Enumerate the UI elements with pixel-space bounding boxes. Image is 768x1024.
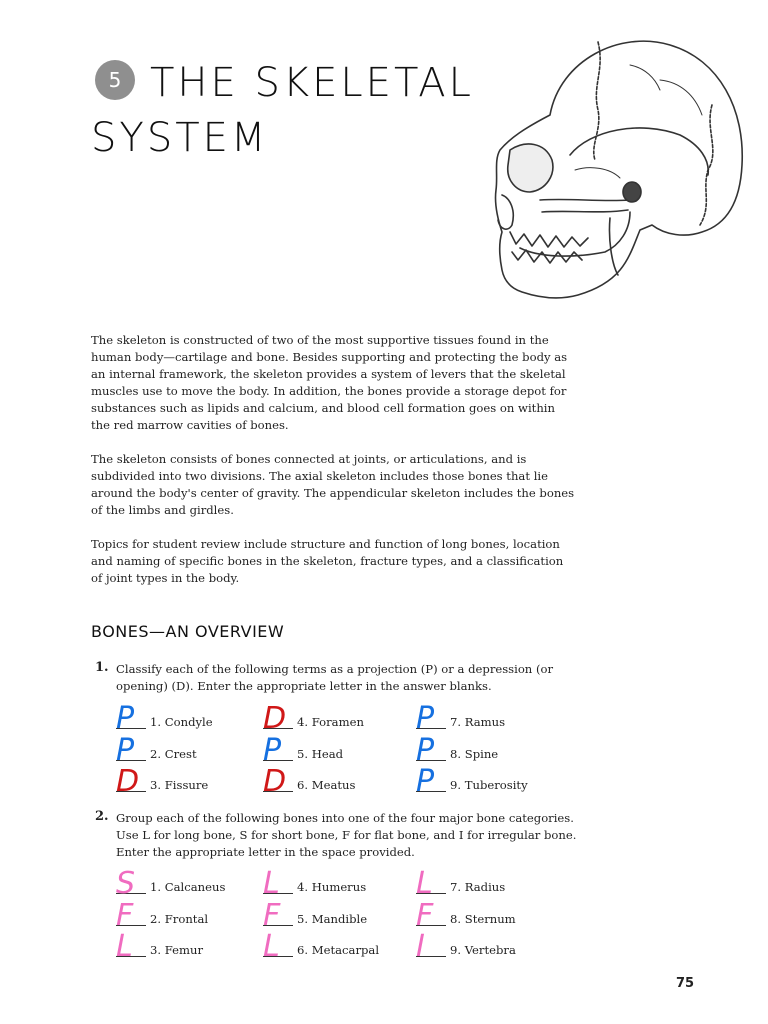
- answer-blank[interactable]: [263, 701, 293, 736]
- section-heading: BONES—AN OVERVIEW: [91, 622, 285, 641]
- handwritten-answer: D: [263, 764, 287, 799]
- answer-blank[interactable]: [116, 733, 146, 768]
- answer-blank[interactable]: [116, 764, 146, 799]
- answer-blank[interactable]: [116, 898, 146, 933]
- q2-item: [416, 929, 516, 964]
- item-label: 7. Ramus: [450, 715, 506, 729]
- answer-blank[interactable]: [416, 898, 446, 933]
- handwritten-answer: L: [263, 866, 280, 901]
- question-2-number: 2.: [95, 809, 109, 824]
- q2-item: [116, 898, 209, 933]
- item-label: 3. Fissure: [150, 778, 209, 792]
- answer-blank[interactable]: [263, 733, 293, 768]
- item-label: 1. Condyle: [150, 715, 213, 729]
- answer-blank[interactable]: [116, 701, 146, 736]
- item-label: 5. Mandible: [297, 912, 368, 926]
- answer-blank[interactable]: [263, 929, 293, 964]
- handwritten-answer: L: [116, 929, 133, 964]
- item-label: 7. Radius: [450, 880, 506, 894]
- intro-paragraph-1: The skeleton is constructed of two of the most supportive tissues found in the human body—cartilage and bone. Besides supporting and protecting the body as an internal framework, the skeleton provides a system of levers that the skeletal muscles use to move the body. In addition, the bones provide a storage depot for substances such as lipids and calcium, and blood cell formation goes on within the red marrow cavities of bones.: [91, 333, 568, 432]
- answer-blank[interactable]: [263, 764, 293, 799]
- q2-item: [263, 866, 367, 901]
- answer-blank[interactable]: [116, 866, 146, 901]
- handwritten-answer: S: [116, 866, 136, 901]
- q1-item: [263, 764, 356, 799]
- q1-item: [116, 733, 197, 768]
- intro-paragraph-3: Topics for student review include structure and function of long bones, location and naming of specific bones in the skeleton, fracture types, and a classification of joint types in the body.: [91, 537, 564, 585]
- item-label: 8. Spine: [450, 747, 499, 761]
- q1-item: [416, 733, 499, 768]
- q1-item: [263, 733, 344, 768]
- item-label: 8. Sternum: [450, 912, 516, 926]
- handwritten-answer: L: [416, 866, 433, 901]
- answer-blank[interactable]: [416, 929, 446, 964]
- q1-item: [263, 701, 364, 736]
- handwritten-answer: F: [416, 898, 434, 933]
- answer-blank[interactable]: [416, 764, 446, 799]
- skull-illustration: [480, 20, 750, 310]
- chapter-number-badge: 5: [95, 60, 135, 100]
- item-label: 6. Metacarpal: [297, 943, 380, 957]
- answer-blank[interactable]: [416, 866, 446, 901]
- q1-item: [416, 701, 506, 736]
- q2-item: [263, 929, 380, 964]
- question-2-prompt: Group each of the following bones into one of the four major bone categories. Use L for long bone, S for short bone, F for flat bone, and I for irregular bone. Enter the appropriate letter in the space provided.: [116, 811, 577, 859]
- handwritten-answer: P: [116, 701, 135, 736]
- chapter-title-line-1: THE SKELETAL: [150, 60, 474, 106]
- question-1-number: 1.: [95, 660, 109, 675]
- handwritten-answer: L: [263, 929, 280, 964]
- q2-item: [416, 898, 516, 933]
- q2-item: [116, 929, 204, 964]
- handwritten-answer: P: [116, 733, 135, 768]
- handwritten-answer: F: [263, 898, 281, 933]
- q2-item: [416, 866, 506, 901]
- answer-blank[interactable]: [416, 701, 446, 736]
- handwritten-answer: D: [116, 764, 140, 799]
- handwritten-answer: F: [116, 898, 134, 933]
- handwritten-answer: P: [416, 733, 435, 768]
- item-label: 9. Tuberosity: [450, 778, 528, 792]
- handwritten-answer: P: [416, 764, 435, 799]
- page-number: 75: [676, 976, 695, 991]
- item-label: 5. Head: [297, 747, 344, 761]
- chapter-title-line-2: SYSTEM: [91, 115, 269, 161]
- q1-item: [116, 764, 209, 799]
- answer-blank[interactable]: [263, 866, 293, 901]
- item-label: 6. Meatus: [297, 778, 356, 792]
- item-label: 4. Humerus: [297, 880, 367, 894]
- item-label: 2. Frontal: [150, 912, 209, 926]
- item-label: 9. Vertebra: [450, 943, 516, 957]
- item-label: 4. Foramen: [297, 715, 364, 729]
- q1-item: [116, 701, 213, 736]
- handwritten-answer: D: [263, 701, 287, 736]
- handwritten-answer: I: [416, 929, 425, 964]
- q2-item: [263, 898, 368, 933]
- answer-blank[interactable]: [416, 733, 446, 768]
- q2-item: [116, 866, 226, 901]
- answer-blank[interactable]: [116, 929, 146, 964]
- handwritten-answer: P: [263, 733, 282, 768]
- answer-blank[interactable]: [263, 898, 293, 933]
- q1-item: [416, 764, 528, 799]
- handwritten-answer: P: [416, 701, 435, 736]
- item-label: 2. Crest: [150, 747, 197, 761]
- intro-paragraph-2: The skeleton consists of bones connected at joints, or articulations, and is subdivided into two divisions. The axial skeleton includes those bones that lie around the body's center of gravity. The appendicular skeleton includes the bones of the limbs and girdles.: [91, 452, 575, 517]
- item-label: 1. Calcaneus: [150, 880, 226, 894]
- item-label: 3. Femur: [150, 943, 204, 957]
- question-1-prompt: Classify each of the following terms as a projection (P) or a depression (or opening) (D). Enter the appropriate letter in the answer blanks.: [116, 662, 554, 693]
